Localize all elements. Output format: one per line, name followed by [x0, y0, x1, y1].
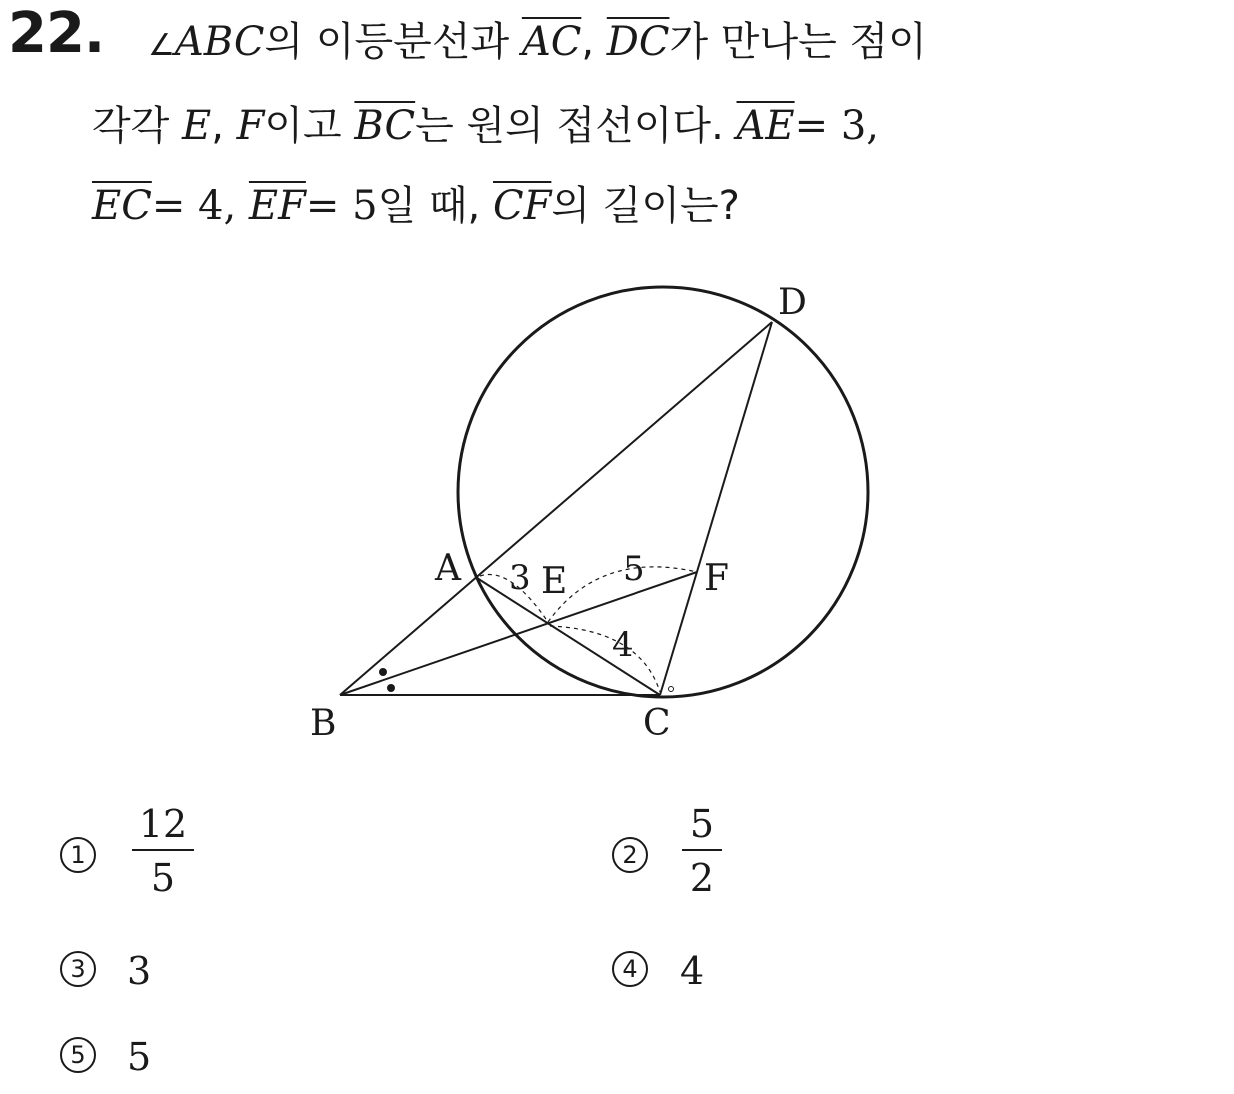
length-label-ef: 5 — [623, 549, 645, 589]
fraction-bar — [682, 849, 722, 851]
choice-5-value: 5 — [127, 1035, 152, 1079]
length-label-ec: 4 — [612, 625, 634, 665]
point-a-label: A — [435, 548, 461, 589]
segment-dc: $\overline{DC}$ — [606, 19, 670, 65]
choice-2-numerator: 5 — [689, 802, 715, 846]
text-segment: 의 길이는? — [551, 183, 740, 229]
angle-mark-dot — [387, 684, 395, 692]
segment-d-c — [660, 322, 772, 695]
angle-mark-small-circle — [669, 687, 674, 692]
segment-ef: $\overline{EF}$ — [248, 183, 306, 229]
text-segment: , — [581, 19, 607, 65]
point-e-label: E — [182, 103, 212, 149]
ef-value: = 5 — [305, 183, 378, 229]
choice-2-fraction — [682, 802, 722, 900]
choice-3-value: 3 — [127, 949, 152, 993]
segment-ec: $\overline{EC}$ — [92, 183, 152, 229]
fraction-bar — [132, 849, 194, 851]
text-segment: 는 원의 접선이다. — [415, 103, 737, 149]
angle-name: ABC — [174, 19, 265, 65]
text-segment: 의 이등분선과 — [264, 19, 522, 65]
text-segment: 가 만나는 점이 — [669, 19, 927, 65]
segment-bc: $\overline{BC}$ — [354, 103, 416, 149]
point-c-label: C — [643, 703, 671, 744]
segment-ac: $\overline{AC}$ — [521, 19, 582, 65]
choice-1-denominator: 5 — [150, 856, 176, 900]
angle-mark-dot — [379, 668, 387, 676]
choice-marker-3: 3 — [60, 951, 96, 987]
question-number: 22. — [8, 1, 105, 66]
text-segment: 각각 — [92, 103, 182, 149]
text-segment: , — [211, 103, 237, 149]
segment-b-d — [340, 322, 772, 695]
circle — [458, 287, 868, 697]
choice-1-numerator: 12 — [138, 802, 188, 846]
point-b-label: B — [310, 703, 337, 744]
choice-marker-2: 2 — [612, 837, 648, 873]
ae-value: = 3, — [794, 103, 879, 149]
choice-marker-5: 5 — [60, 1037, 96, 1073]
choice-marker-4: 4 — [612, 951, 648, 987]
point-f-figure-label: F — [704, 558, 729, 599]
choice-4-value: 4 — [680, 949, 705, 993]
ec-value: = 4, — [151, 183, 249, 229]
segment-ae: $\overline{AE}$ — [736, 103, 795, 149]
segment-cf: $\overline{CF}$ — [493, 183, 552, 229]
choice-marker-1: 1 — [60, 837, 96, 873]
choice-1-fraction — [132, 802, 194, 900]
length-label-ae: 3 — [509, 558, 531, 598]
text-segment: 일 때, — [377, 183, 493, 229]
point-e-figure-label: E — [541, 561, 568, 602]
text-segment: 이고 — [264, 103, 355, 149]
choice-2-denominator: 2 — [689, 856, 715, 900]
point-d-label: D — [778, 282, 807, 323]
point-f-label: F — [236, 103, 265, 149]
angle-symbol: ∠ — [148, 28, 175, 63]
